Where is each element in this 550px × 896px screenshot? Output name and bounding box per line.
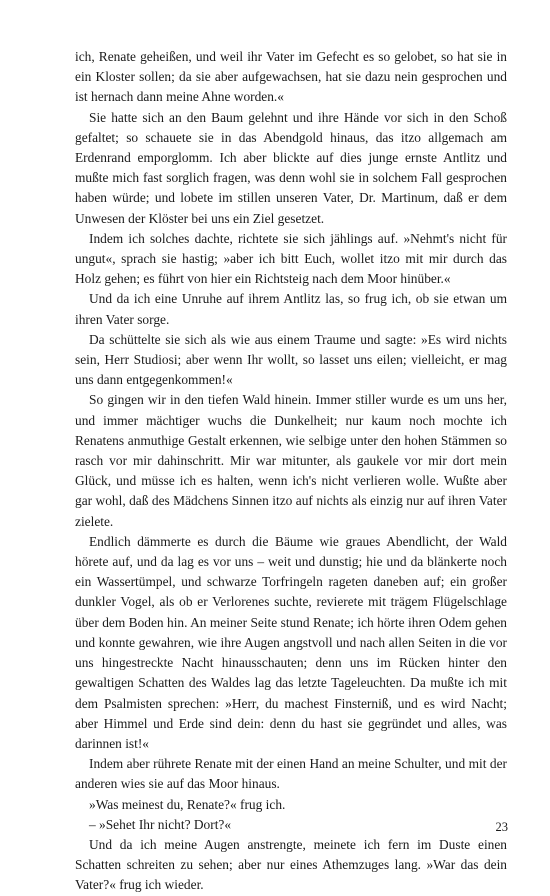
paragraph-11: Und da ich meine Augen anstrengte, meinete ich fern im Duste einen Schatten schreiten zu sehen; aber nur eines Athemzuges lang. »War das dein Vater?« frug ich wieder. [75, 836, 507, 893]
page-number: 23 [495, 820, 508, 834]
body-text [75, 47, 507, 896]
paragraph-8: Indem aber rührete Renate mit der einen Hand an meine Schulter, und mit der anderen wies sie auf das Moor hinaus. [75, 756, 507, 792]
paragraph-5: Da schüttelte sie sich als wie aus einem Traume und sagte: »Es wird nichts sein, Herr Studiosi; aber wenn Ihr wollt, so lasset uns eilen; vielleicht, er mag uns dann entgegenkommen!« [75, 331, 507, 388]
paragraph-10: – »Sehet Ihr nicht? Dort?« [89, 816, 232, 832]
paragraph-2: Sie hatte sich an den Baum gelehnt und ihre Hände vor sich in den Schoß gefaltet; so schauete sie in das Abendgold hinaus, das itzo allgemach am Erdenrand emporglomm. Ich aber blickte auf dies junge ernste Antlitz und mußte mich fast sorglich fragen, was denn wohl sie in solchem Fall gesprochen haben würde; und lobete im stillen unseren Vater, Dr. Martinum, daß er dem Unwesen der Klöster bei uns ein Ziel gesetzet. [75, 109, 507, 226]
paragraph-3: Indem ich solches dachte, richtete sie sich jählings auf. »Nehmt's nicht für ungut«, sprach sie hastig; »aber ich bitt Euch, wollet itzo mit mir durch das Holz gehen; es führt von hier ein Richtsteig nach dem Moor hinüber.« [75, 230, 507, 287]
paragraph-7: Endlich dämmerte es durch die Bäume wie graues Abendlicht, der Wald hörete auf, und da lag es vor uns – weit und dunstig; hie und da blänkerte noch ein Wassertümpel, und schwarze Torfringeln rageten daneben auf; ein großer dunkler Vogel, als ob er Verlorenes suchte, revierete mit trägem Flügelschlage über dem Boden hin. An meiner Seite stund Renate; ich hörte ihren Odem gehen und konnte gewahren, wie ihre Augen angstvoll und nach allen Seiten in die vor uns hingestreckte Nacht hinausschauten; denn uns im Rücken hinter den gewaltigen Schatten des Waldes lag das letzte Tageleuchten. Da mußte ich mit dem Psalmisten sprechen: »Herr, du machest Finsterniß, und es wird Nacht; aber Himmel und Erde sind dein: denn du hast sie gegründet und alles, was darinnen ist!« [75, 533, 507, 751]
paragraph-9: »Was meinest du, Renate?« frug ich. [89, 796, 286, 812]
paragraph-4: Und da ich eine Unruhe auf ihrem Antlitz las, so frug ich, ob sie etwan um ihren Vater sorge. [75, 291, 507, 327]
paragraph-6: So gingen wir in den tiefen Wald hinein. Immer stiller wurde es um uns her, und immer mächtiger wuchs die Dunkelheit; nur kaum noch mochte ich Renatens anmuthige Gestalt erkennen, wie selbige unter den hohen Stämmen so rasch vor mir dahinschritt. Mir war mitunter, als gaukele vor mir dort mein Glück, und müsse ich es halten, wenn ich's nicht verlieren wolle. Wußte aber gar wohl, daß des Mädchens Sinnen itzo auf nichts als einzig nur auf ihren Vater zielete. [75, 392, 507, 529]
paragraph-1: ich, Renate geheißen, und weil ihr Vater im Gefecht es so gelobet, so hat sie in ein Kloster sollen; da sie aber aufgewachsen, hat sie dazu nein gesprochen und ist hernach dann meine Ahne worden.« [75, 49, 507, 105]
